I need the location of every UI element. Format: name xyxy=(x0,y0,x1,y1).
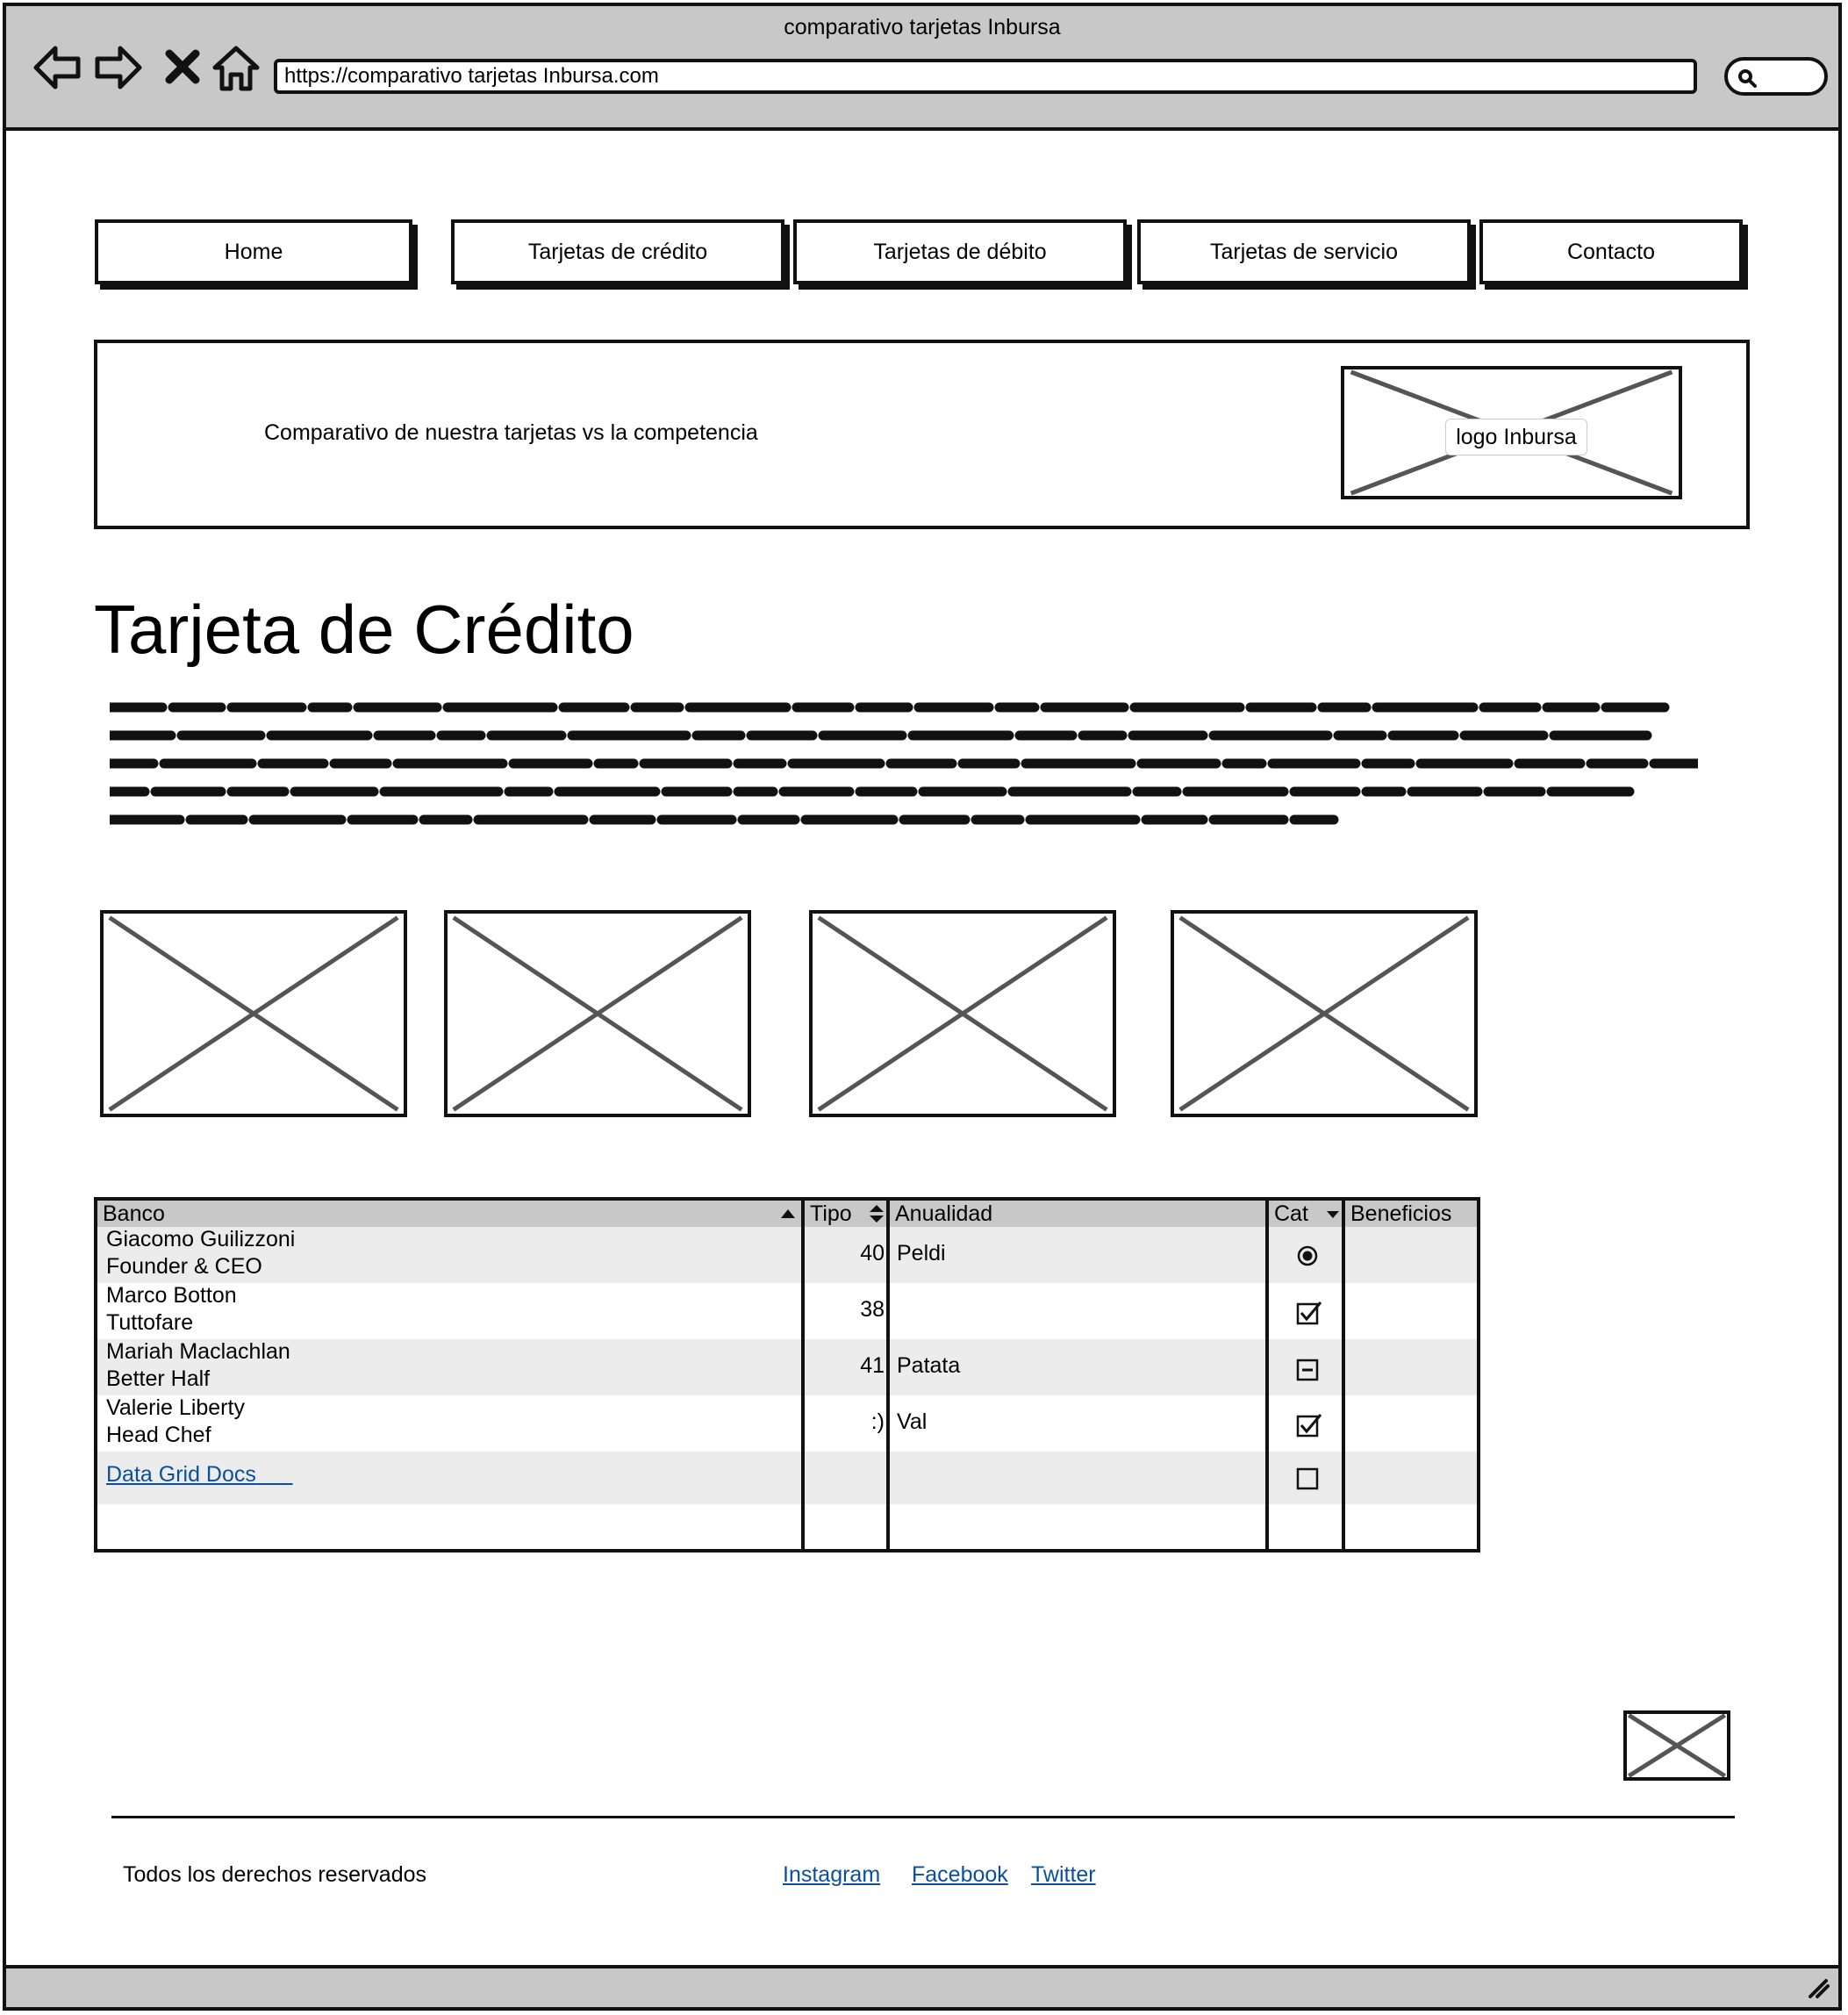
column-header-beneficios[interactable]: Beneficios xyxy=(1345,1201,1477,1227)
column-divider xyxy=(1265,1201,1269,1549)
bank-name: Valerie Liberty xyxy=(106,1395,245,1420)
bank-subtitle: Tuttofare xyxy=(106,1310,194,1335)
tipo-value: :) xyxy=(870,1409,885,1434)
facebook-link[interactable]: Facebook xyxy=(912,1862,1008,1887)
browser-window xyxy=(3,3,1842,2011)
logo-label: logo Inbursa xyxy=(1445,419,1587,455)
bank-name: Mariah Maclachlan xyxy=(106,1339,290,1364)
card-image-placeholder xyxy=(1171,910,1478,1117)
page-title: Tarjeta de Crédito xyxy=(94,591,634,668)
table-row[interactable] xyxy=(97,1339,1477,1395)
data-grid-docs-link[interactable]: Data Grid Docs xyxy=(106,1462,256,1487)
table-row[interactable] xyxy=(97,1395,1477,1452)
anualidad-value: Patata xyxy=(897,1353,961,1378)
table-row[interactable] xyxy=(97,1283,1477,1339)
column-divider xyxy=(1342,1201,1345,1549)
tipo-value: 41 xyxy=(860,1353,885,1378)
tipo-value: 40 xyxy=(860,1241,885,1266)
card-image-placeholder xyxy=(809,910,1116,1117)
instagram-link[interactable]: Instagram xyxy=(783,1862,881,1887)
comparison-data-grid[interactable] xyxy=(94,1197,1480,1552)
bank-name: Giacomo Guilizzoni xyxy=(106,1227,296,1251)
checkbox-indeterminate-icon[interactable] xyxy=(1296,1359,1319,1381)
back-arrow-icon[interactable] xyxy=(31,41,83,94)
column-header-cat[interactable]: Cat xyxy=(1269,1201,1345,1227)
nav-debit-cards-button[interactable]: Tarjetas de débito xyxy=(793,219,1127,284)
bank-subtitle: Head Chef xyxy=(106,1423,211,1447)
column-divider xyxy=(801,1201,805,1549)
footer-divider xyxy=(111,1816,1735,1818)
search-icon xyxy=(1737,68,1758,89)
nav-home-button[interactable]: Home xyxy=(95,219,412,284)
column-header-banco[interactable]: Banco xyxy=(97,1201,805,1227)
window-title: comparativo tarjetas Inbursa xyxy=(784,15,1061,39)
copyright-text: Todos los derechos reservados xyxy=(123,1862,427,1887)
nav-credit-cards-button[interactable]: Tarjetas de crédito xyxy=(451,219,784,284)
bank-subtitle: Founder & CEO xyxy=(106,1254,262,1279)
radio-selected-icon[interactable] xyxy=(1296,1244,1319,1267)
resize-grip-icon[interactable] xyxy=(1807,1977,1830,1998)
footer-image-placeholder xyxy=(1623,1710,1730,1781)
stop-icon[interactable] xyxy=(157,41,210,94)
browser-toolbar xyxy=(6,6,1838,131)
nav-contact-button[interactable]: Contacto xyxy=(1479,219,1743,284)
anualidad-value: Peldi xyxy=(897,1241,946,1266)
checkbox-checked-icon[interactable] xyxy=(1296,1413,1322,1438)
browser-status-bar xyxy=(6,1965,1838,2007)
bank-name: Marco Botton xyxy=(106,1283,237,1308)
column-header-tipo[interactable]: Tipo xyxy=(805,1201,890,1227)
column-header-anualidad[interactable]: Anualidad xyxy=(890,1201,1269,1227)
table-row[interactable] xyxy=(97,1227,1477,1283)
browser-search-field[interactable] xyxy=(1724,57,1828,96)
table-row[interactable] xyxy=(97,1452,1477,1504)
url-input[interactable]: https://comparativo tarjetas Inbursa.com xyxy=(274,59,1697,94)
sort-both-icon xyxy=(869,1204,885,1223)
column-divider xyxy=(886,1201,890,1549)
checkbox-checked-icon[interactable] xyxy=(1296,1301,1322,1325)
nav-service-cards-button[interactable]: Tarjetas de servicio xyxy=(1137,219,1471,284)
banner-text: Comparativo de nuestra tarjetas vs la competencia xyxy=(264,420,758,445)
checkbox-unchecked-icon[interactable] xyxy=(1296,1467,1319,1490)
sort-ascending-icon xyxy=(780,1208,796,1219)
card-image-placeholder xyxy=(100,910,407,1117)
forward-arrow-icon[interactable] xyxy=(92,41,145,94)
bank-subtitle: Better Half xyxy=(106,1366,211,1391)
twitter-link[interactable]: Twitter xyxy=(1031,1862,1096,1887)
home-icon[interactable] xyxy=(210,41,262,94)
tipo-value: 38 xyxy=(860,1297,885,1322)
anualidad-value: Val xyxy=(897,1409,928,1434)
placeholder-text-block xyxy=(110,695,1698,835)
dropdown-arrow-icon xyxy=(1326,1210,1340,1219)
card-image-placeholder xyxy=(444,910,751,1117)
